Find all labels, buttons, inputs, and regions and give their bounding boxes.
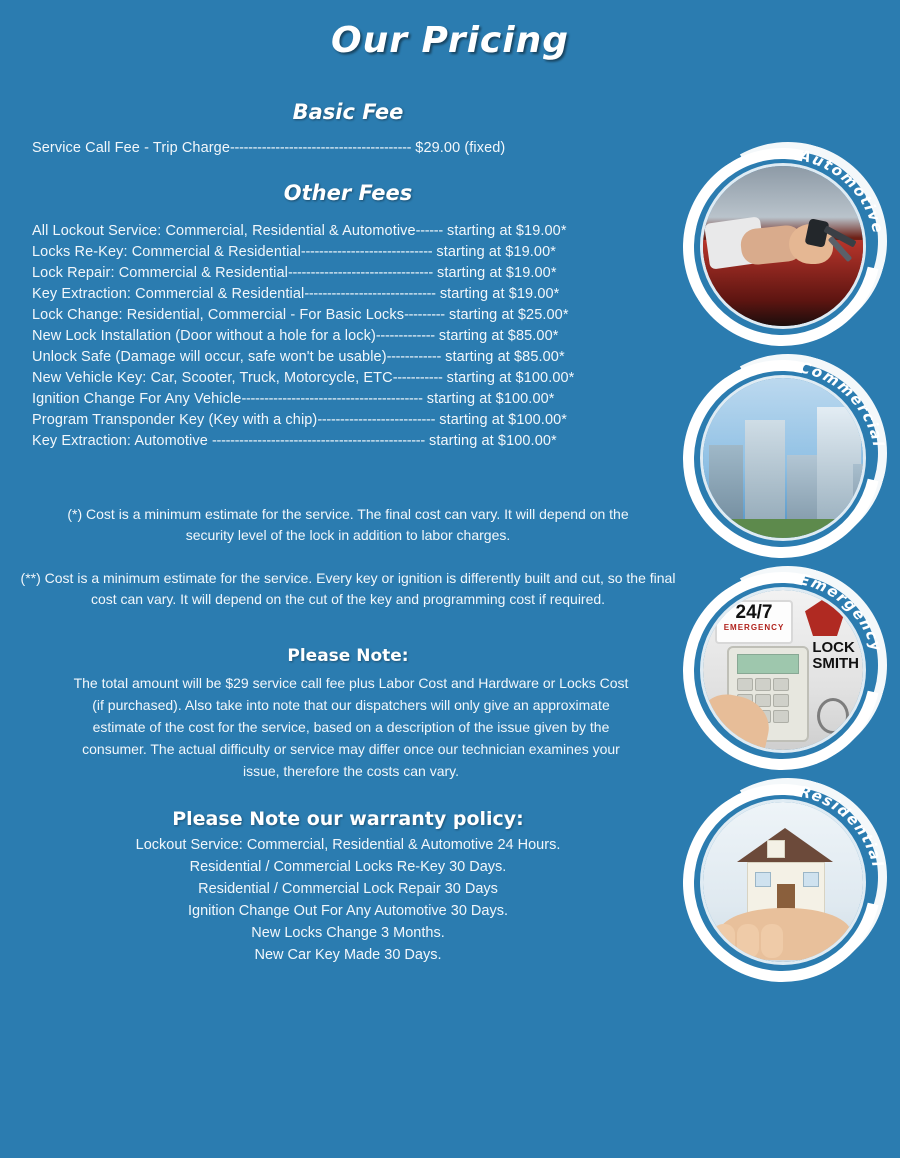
fee-row (18, 431, 678, 452)
fee-label: Unlock Safe (Damage will occur, safe won't be usable) (32, 349, 387, 365)
pricing-content (18, 100, 678, 966)
warranty-item: Residential / Commercial Lock Repair 30 Days (198, 881, 498, 897)
fee-row (18, 242, 678, 263)
fee-dots: ------ (415, 223, 443, 239)
fee-price: starting at $100.00* (435, 412, 568, 428)
other-fees-list (18, 221, 678, 452)
fee-dots: ----------------------------------------------- (212, 433, 425, 449)
emergency-keypad-photo (703, 590, 863, 750)
badge-commercial (675, 352, 890, 567)
please-note-body: The total amount will be $29 service call fee plus Labor Cost and Hardware or Locks Cost (if purchased). Also take into note that our dispatchers will only give an approximate estimate of the cost for the service, based on a description of the issue given by the consumer. The actual difficulty or service may differ once our technician examines your issue, therefore the costs can vary. (73, 675, 629, 779)
svg-text:Emergency: Emergency (797, 570, 887, 655)
fee-row (18, 221, 678, 242)
warranty-item: Residential / Commercial Locks Re-Key 30 Days. (189, 859, 507, 875)
fee-dots: -------------------------------- (287, 265, 433, 281)
car-key-photo (703, 166, 863, 326)
warranty-item: Ignition Change Out For Any Automotive 30 Days. (188, 903, 508, 919)
fee-price: starting at $100.00* (422, 391, 555, 407)
fee-price: starting at $100.00* (424, 433, 557, 449)
fee-row (18, 368, 678, 389)
svg-text:Residential: Residential (797, 782, 887, 870)
sign-emergency-text: EMERGENCY (723, 623, 785, 632)
badge-automotive (675, 140, 890, 355)
fee-label: Lock Change: Residential, Commercial - For Basic Locks (32, 307, 405, 323)
lock-word: LOCK (812, 639, 855, 656)
fee-label: Ignition Change For Any Vehicle (32, 391, 242, 407)
page-title: Our Pricing (331, 20, 569, 61)
fee-row (18, 389, 678, 410)
warranty-item: New Locks Change 3 Months. (251, 925, 445, 941)
fee-dots: ---------------------------------------- (230, 140, 412, 156)
please-note-heading: Please Note: (287, 646, 409, 666)
fee-row (18, 410, 678, 431)
fee-price: starting at $19.00* (432, 244, 556, 260)
fee-row (18, 138, 678, 159)
fee-label: Service Call Fee - Trip Charge (32, 140, 231, 156)
badge-residential (675, 776, 890, 991)
fee-row (18, 284, 678, 305)
sign-24-7-text: 24/7 (735, 602, 773, 623)
fee-label: Key Extraction: Automotive (32, 433, 213, 449)
sign-24-7 (715, 600, 793, 644)
fee-label: Key Extraction: Commercial & Residential (32, 286, 305, 302)
basic-fee-heading: Basic Fee (292, 100, 404, 124)
other-fees-heading: Other Fees (283, 181, 413, 205)
basic-fee-list (18, 138, 678, 159)
fee-dots: ------------- (375, 328, 435, 344)
svg-text:Commercial: Commercial (797, 358, 888, 450)
fee-dots: ----------------------------- (304, 286, 436, 302)
fee-dots: ----------------------------- (300, 244, 433, 260)
fee-price: starting at $19.00* (435, 286, 560, 302)
warranty-list (18, 834, 678, 966)
fee-price: starting at $85.00* (440, 349, 565, 365)
fee-dots: ---------------------------------------- (241, 391, 423, 407)
fee-price: starting at $100.00* (442, 370, 575, 386)
fee-row (18, 263, 678, 284)
fee-price: starting at $19.00* (432, 265, 557, 281)
badge-emergency (675, 564, 890, 779)
fee-row (18, 326, 678, 347)
svg-text:Automotive: Automotive (797, 146, 888, 236)
fee-row (18, 347, 678, 368)
fee-label: Lock Repair: Commercial & Residential (32, 265, 288, 281)
fee-dots: ------------ (386, 349, 441, 365)
office-buildings-photo (703, 378, 863, 538)
fee-price: $29.00 (fixed) (411, 140, 506, 156)
fee-price: starting at $19.00* (442, 223, 567, 239)
fee-label: All Lockout Service: Commercial, Residential & Automotive (32, 223, 416, 239)
warranty-heading: Please Note our warranty policy: (172, 808, 524, 830)
house-in-hand-photo (703, 802, 863, 962)
warranty-item: Lockout Service: Commercial, Residential & Automotive 24 Hours. (135, 837, 561, 853)
fee-dots: --------- (404, 307, 445, 323)
fee-price: starting at $25.00* (444, 307, 569, 323)
warranty-item: New Car Key Made 30 Days. (254, 947, 442, 963)
fee-label: Program Transponder Key (Key with a chip) (32, 412, 318, 428)
service-badges (670, 140, 900, 980)
fee-row (18, 305, 678, 326)
locksmith-text (812, 640, 859, 672)
fee-dots: -------------------------- (317, 412, 436, 428)
smith-word: SMITH (812, 655, 859, 672)
fee-label: Locks Re-Key: Commercial & Residential (32, 244, 301, 260)
fee-label: New Lock Installation (Door without a hole for a lock) (32, 328, 376, 344)
double-star-note: (**) Cost is a minimum estimate for the service. Every key or ignition is differently built and cut, so the final cost can vary. It will depend on the cut of the key and programming cost if required. (20, 570, 676, 607)
fee-price: starting at $85.00* (434, 328, 559, 344)
fee-label: New Vehicle Key: Car, Scooter, Truck, Motorcycle, ETC (32, 370, 393, 386)
single-star-note: (*) Cost is a minimum estimate for the service. The final cost can vary. It will depend on the security level of the lock in addition to labor charges. (67, 506, 629, 543)
fee-dots: ----------- (392, 370, 443, 386)
